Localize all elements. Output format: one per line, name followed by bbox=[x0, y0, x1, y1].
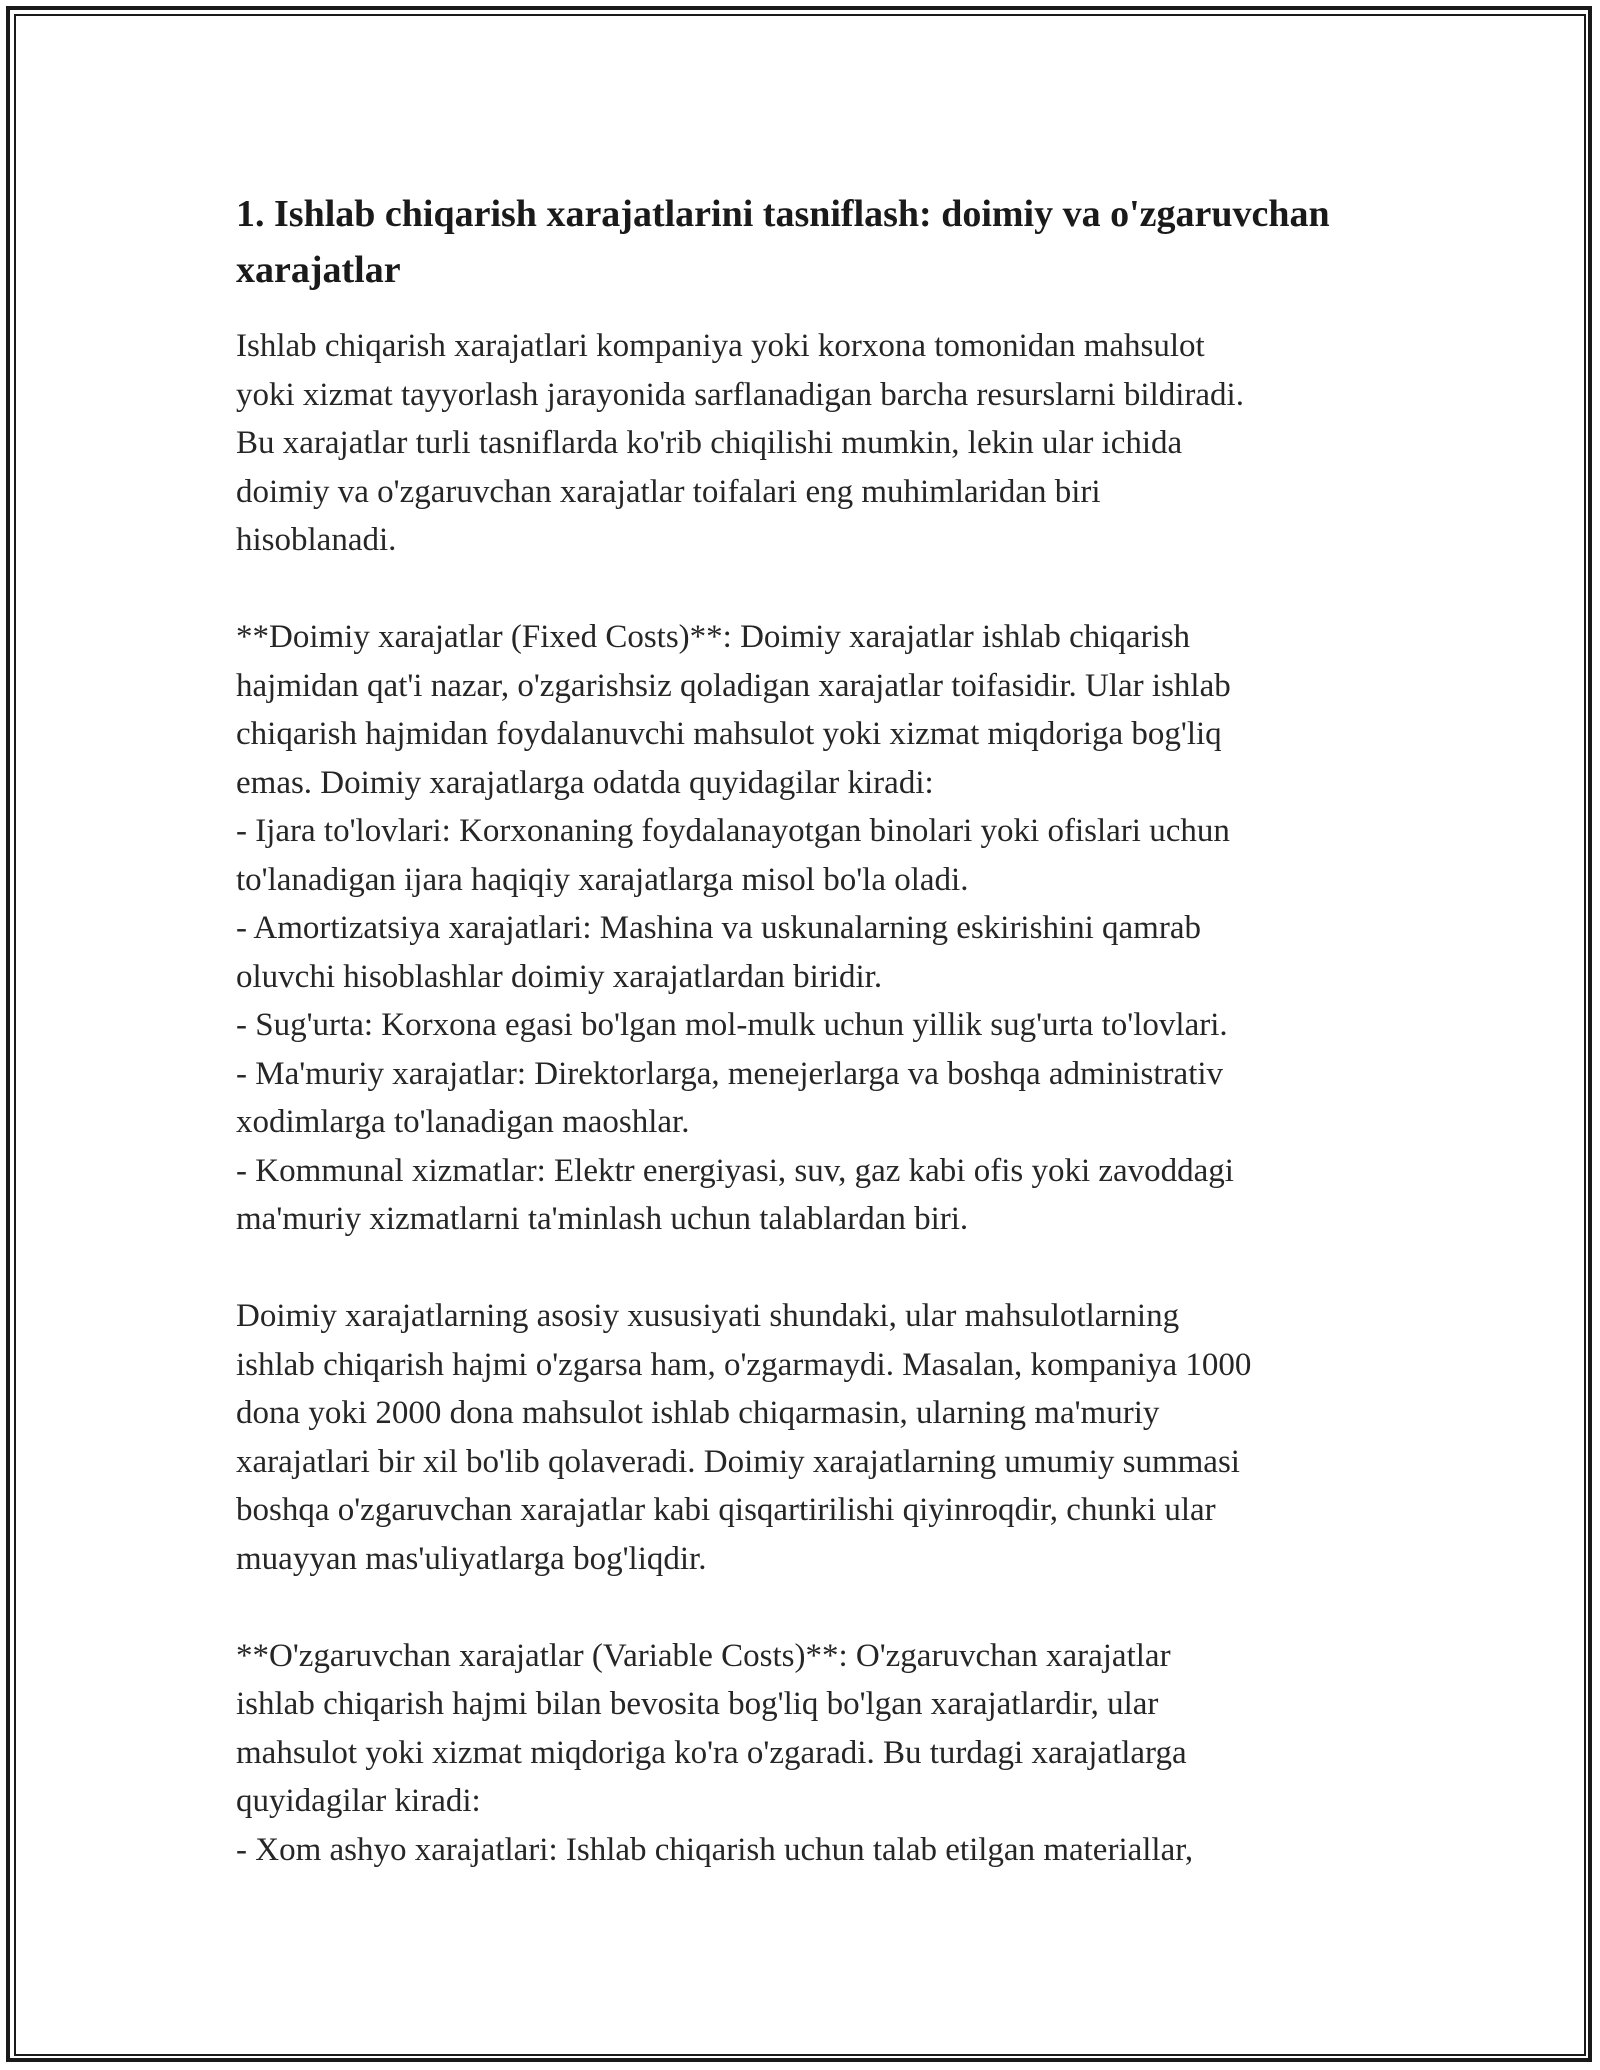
document-body: Ishlab chiqarish xarajatlari kompaniya yoki korxona tomonidan mahsulot yoki xizmat tayyorlash jarayonida sarflanadigan barcha resurslarni bildiradi. Bu xarajatlar turli tasniflarda ko'rib chiqilishi mumkin, lekin ular ichida doimiy va o'zgaruvchan xarajatlar toifalari eng muhimlaridan biri hisoblanadi. **Doimiy xarajatlar (Fixed Costs)**: Doimiy xarajatlar ishlab chiqarish hajmidan qat'i nazar, o'zgarishsiz qoladigan xarajatlar toifasidir. Ular ishlab chiqarish hajmidan foydalanuvchi mahsulot yoki xizmat miqdoriga bog'liq emas. Doimiy xarajatlarga odatda quyidagilar kiradi: - Ijara to'lovlari: Korxonaning foydalanayotgan binolari yoki ofislari uchun to'lanadigan ijara haqiqiy xarajatlarga misol bo'la oladi. - Amortizatsiya xarajatlari: Mashina va uskunalarning eskirishini qamrab oluvchi hisoblashlar doimiy xarajatlardan biridir. - Sug'urta: Korxona egasi bo'lgan mol-mulk uchun yillik sug'urta to'lovlari. - Ma'muriy xarajatlar: Direktorlarga, menejerlarga va boshqa administrativ xodimlarga to'lanadigan maoshlar. - Kommunal xizmatlar: Elektr energiyasi, suv, gaz kabi ofis yoki zavoddagi ma'muriy xizmatlarni ta'minlash uchun talablardan biri. Doimiy xarajatlarning asosiy xususiyati shundaki, ular mahsulotlarning ishlab chiqarish hajmi o'zgarsa ham, o'zgarmaydi. Masalan, kompaniya 1000 dona yoki 2000 dona mahsulot ishlab chiqarmasin, ularning ma'muriy xarajatlari bir xil bo'lib qolaveradi. Doimiy xarajatlarning umumiy summasi boshqa o'zgaruvchan xarajatlar kabi qisqartirilishi qiyinroqdir, chunki ular muayyan mas'uliyatlarga bog'liqdir. **O'zgaruvchan xarajatlar (Variable Costs)**: O'zgaruvchan xarajatlar ishlab chiqarish hajmi bilan bevosita bog'liq bo'lgan xarajatlardir, ular mahsulot yoki xizmat miqdoriga ko'ra o'zgaradi. Bu turdagi xarajatlarga quyidagilar kiradi: - Xom ashyo xarajatlari: Ishlab chiqarish uchun talab etilgan materiallar, bbox=[236, 328, 1252, 1868]
document-title: 1. Ishlab chiqarish xarajatlarini tasniflash: doimiy va o'zgaruvchan xarajatlar bbox=[236, 193, 1330, 291]
document-content bbox=[236, 186, 1376, 1874]
